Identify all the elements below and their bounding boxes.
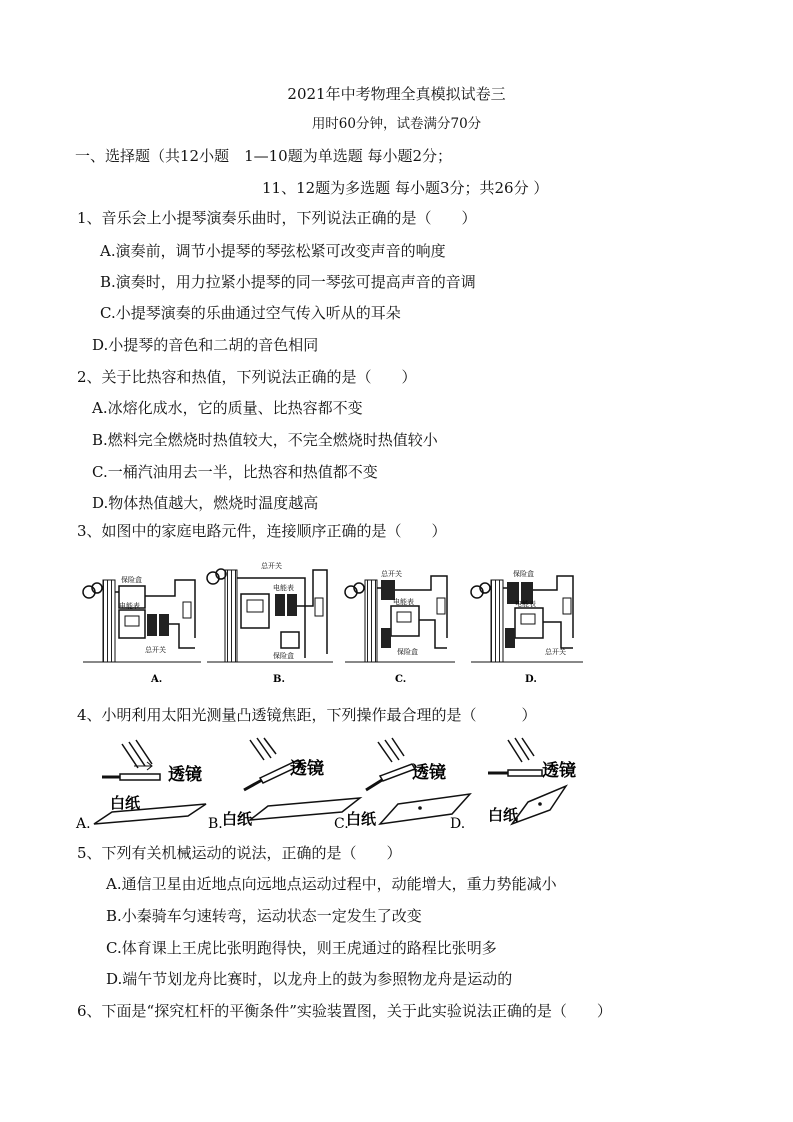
lens-panel-b-label: B. [208, 816, 223, 832]
circuit-panel-a [83, 575, 201, 685]
lens-figure [72, 738, 576, 834]
section-heading-line2: 11、12题为多选题 每小题3分；共26分 ） [262, 179, 549, 197]
circuit-panel-b [207, 561, 333, 685]
panel-d-label: D. [525, 674, 537, 685]
panel-b-switch-label: 总开关 [261, 562, 282, 570]
panel-a-fuse-label: 保险盒 [121, 576, 142, 584]
panel-a-switch-label: 总开关 [145, 646, 166, 654]
question-1-option-a: A.演奏前，调节小提琴的琴弦松紧可改变声音的响度 [100, 242, 446, 260]
panel-d-fuse-label: 保险盒 [513, 570, 534, 578]
question-5-option-a: A.通信卫星由近地点向远地点运动过程中，动能增大，重力势能减小 [106, 875, 557, 893]
question-1-option-c: C.小提琴演奏的乐曲通过空气传入听从的耳朵 [100, 304, 401, 322]
panel-c-switch-label: 总开关 [381, 570, 402, 578]
circuit-figure [75, 558, 585, 690]
question-1-option-d: D.小提琴的音色和二胡的音色相同 [92, 336, 319, 354]
question-3-stem: 3、如图中的家庭电路元件，连接顺序正确的是（ ） [77, 522, 447, 540]
panel-b-meter-label: 电能表 [273, 584, 294, 592]
panel-a-meter-label: 电能表 [119, 602, 140, 610]
lens-panel-d-lens-label: 透镜 [542, 761, 576, 781]
section-heading-line1: 一、选择题（共12小题 1—10题为单选题 每小题2分； [75, 147, 453, 165]
lens-panel-d-label: D. [450, 816, 466, 832]
circuit-panel-d [471, 569, 583, 685]
lens-panel-b-paper-label: 白纸 [222, 810, 253, 828]
lens-panel-d [450, 738, 576, 832]
lens-panel-a [75, 740, 206, 832]
lens-panel-c-lens-label: 透镜 [412, 763, 446, 783]
page-title: 2021年中考物理全真模拟试卷三 [287, 85, 506, 103]
lens-panel-d-paper-label: 白纸 [488, 806, 519, 824]
panel-b-fuse-label: 保险盒 [273, 652, 294, 660]
panel-b-label: B. [273, 674, 285, 685]
lens-panel-b-lens-label: 透镜 [290, 759, 324, 779]
question-5-option-b: B.小秦骑车匀速转弯，运动状态一定发生了改变 [106, 907, 422, 925]
lens-panel-a-lens-label: 透镜 [168, 765, 202, 785]
page-subtitle: 用时60分钟，试卷满分70分 [311, 116, 482, 132]
lens-panel-a-paper-label: 白纸 [110, 794, 141, 812]
lens-panel-a-label: A. [76, 816, 91, 832]
question-2-stem: 2、关于比热容和热值，下列说法正确的是（ ） [77, 368, 417, 386]
panel-d-meter-label: 电能表 [515, 600, 536, 608]
question-2-option-b: B.燃料完全燃烧时热值较大，不完全燃烧时热值较小 [92, 431, 438, 449]
question-5-stem: 5、下列有关机械运动的说法，正确的是（ ） [77, 844, 402, 862]
question-2-option-c: C.一桶汽油用去一半，比热容和热值都不变 [92, 463, 378, 481]
question-4-stem: 4、小明利用太阳光测量凸透镜焦距，下列操作最合理的是（ ） [77, 706, 537, 724]
lens-panel-c-label: C. [334, 816, 349, 832]
question-2-option-d: D.物体热值越大，燃烧时温度越高 [92, 494, 319, 512]
panel-c-meter-label: 电能表 [393, 598, 414, 606]
lens-diagrams [72, 738, 576, 834]
lens-panel-c-paper-label: 白纸 [346, 810, 377, 828]
circuit-panel-c [345, 569, 455, 685]
question-1-option-b: B.演奏时，用力拉紧小提琴的同一琴弦可提高声音的音调 [100, 273, 476, 291]
question-5-option-d: D.端午节划龙舟比赛时，以龙舟上的鼓为参照物龙舟是运动的 [106, 970, 513, 988]
question-2-option-a: A.冰熔化成水，它的质量、比热容都不变 [92, 399, 363, 417]
question-1-stem: 1、音乐会上小提琴演奏乐曲时，下列说法正确的是（ ） [77, 209, 477, 227]
circuit-diagrams [75, 558, 585, 690]
question-5-option-c: C.体育课上王虎比张明跑得快，则王虎通过的路程比张明多 [106, 939, 497, 957]
panel-a-label: A. [151, 674, 163, 685]
panel-c-label: C. [395, 674, 407, 685]
panel-d-switch-label: 总开关 [545, 648, 566, 656]
question-6-stem: 6、下面是“探究杠杆的平衡条件”实验装置图，关于此实验说法正确的是（ ） [77, 1002, 612, 1020]
panel-c-fuse-label: 保险盒 [397, 648, 418, 656]
